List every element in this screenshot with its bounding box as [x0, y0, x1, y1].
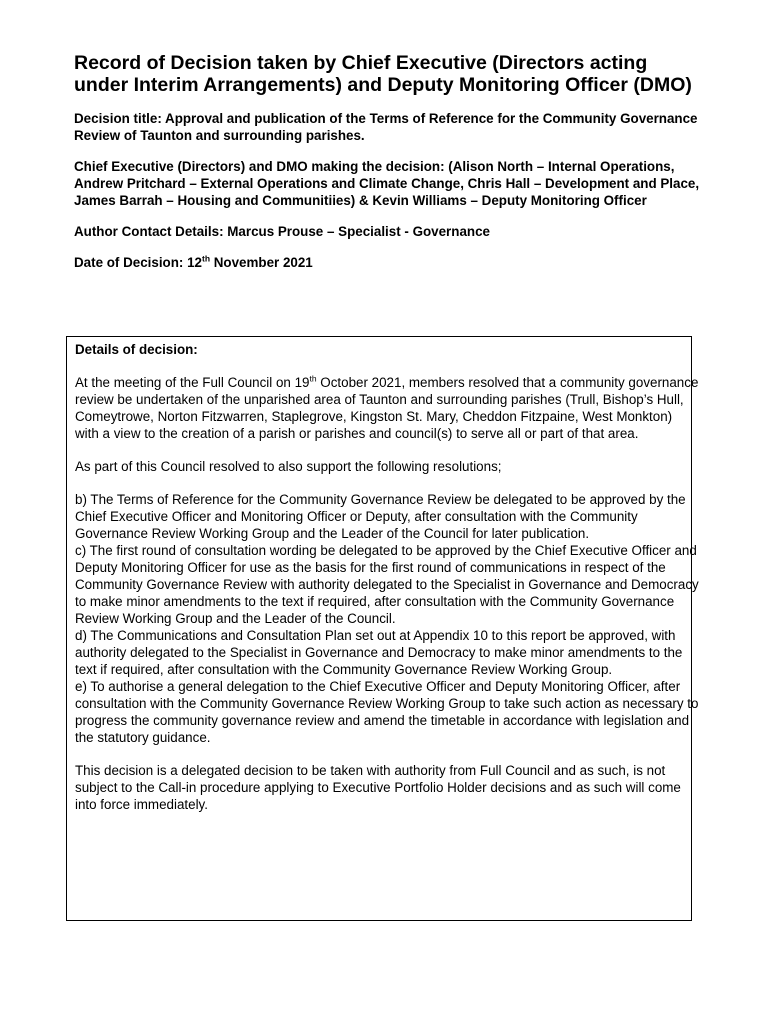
details-box [66, 336, 699, 921]
support-paragraph: As part of this Council resolved to also support the following resolutions; [75, 459, 502, 474]
date-month-year: November 2021 [210, 255, 313, 270]
intro-paragraph [75, 374, 699, 442]
resolution-d: d) The Communications and Consultation Plan set out at Appendix 10 to this report be approved, with authority delegated to the Specialist in Governance and Democracy to make minor amendments to the text if required, after consultation with the Community Governance Review Working Group. [75, 628, 683, 677]
resolution-c: c) The first round of consultation wording be delegated to be approved by the Chief Executive Officer and Deputy Monitoring Officer for use as the basis for the first round of communications in respect of the Community Governance Review with authority delegated to the Specialist in Governance and Democracy to make minor amendments to the text if required, after consultation with the Community Governance Review Working Group and the Leader of the Council. [75, 543, 699, 626]
intro-ordinal: th [309, 373, 317, 384]
decision-makers: Chief Executive (Directors) and DMO making the decision: (Alison North – Internal Operations, Andrew Pritchard – External Operations and Climate Change, Chris Hall – Development and Place, James Barrah – Housing and Communitiies) & Kevin Williams – Deputy Monitoring Officer [74, 159, 700, 208]
document-header [74, 52, 700, 285]
resolution-b: b) The Terms of Reference for the Community Governance Review be delegated to be approved by the Chief Executive Officer and Monitoring Officer or Deputy, after consultation with the Community Governance Review Working Group and the Leader of the Council for later publication. [75, 492, 686, 541]
date-suffix-ordinal: th [202, 253, 211, 264]
details-content [75, 341, 699, 829]
decision-title: Decision title: Approval and publication of the Terms of Reference for the Community Governance Review of Taunton and surrounding parishes. [74, 111, 698, 143]
author-contact: Author Contact Details: Marcus Prouse – Specialist - Governance [74, 224, 490, 239]
intro-text-rest: October 2021, members resolved that a community governance review be undertaken of the unparished area of Taunton and surrounding parishes (Trull, Bishop’s Hull, Comeytrowe, Norton Fitzwarren, Staplegrove, Kingston St. Mary, Cheddon Fitzpaine, West Monkton) with a view to the creation of a parish or parishes and council(s) to serve all or part of that area. [75, 375, 699, 441]
page-title: Record of Decision taken by Chief Executive (Directors acting under Interim Arrangements) and Deputy Monitoring Officer (DMO) [74, 52, 692, 96]
date-prefix: Date of Decision: 12 [74, 255, 202, 270]
resolution-e: e) To authorise a general delegation to the Chief Executive Officer and Deputy Monitoring Officer, after consultation with the Community Governance Review Working Group to take such action as necessary to progress the community governance review and amend the timetable in accordance with legislation and the statutory guidance. [75, 679, 699, 745]
details-heading: Details of decision: [75, 342, 198, 357]
decision-date [74, 254, 700, 271]
intro-text-start: At the meeting of the Full Council on 19 [75, 375, 310, 390]
resolutions-list [75, 491, 699, 746]
closing-paragraph: This decision is a delegated decision to be taken with authority from Full Council and as such, is not subject to the Call-in procedure applying to Executive Portfolio Holder decisions and as such will come into force immediately. [75, 763, 681, 812]
